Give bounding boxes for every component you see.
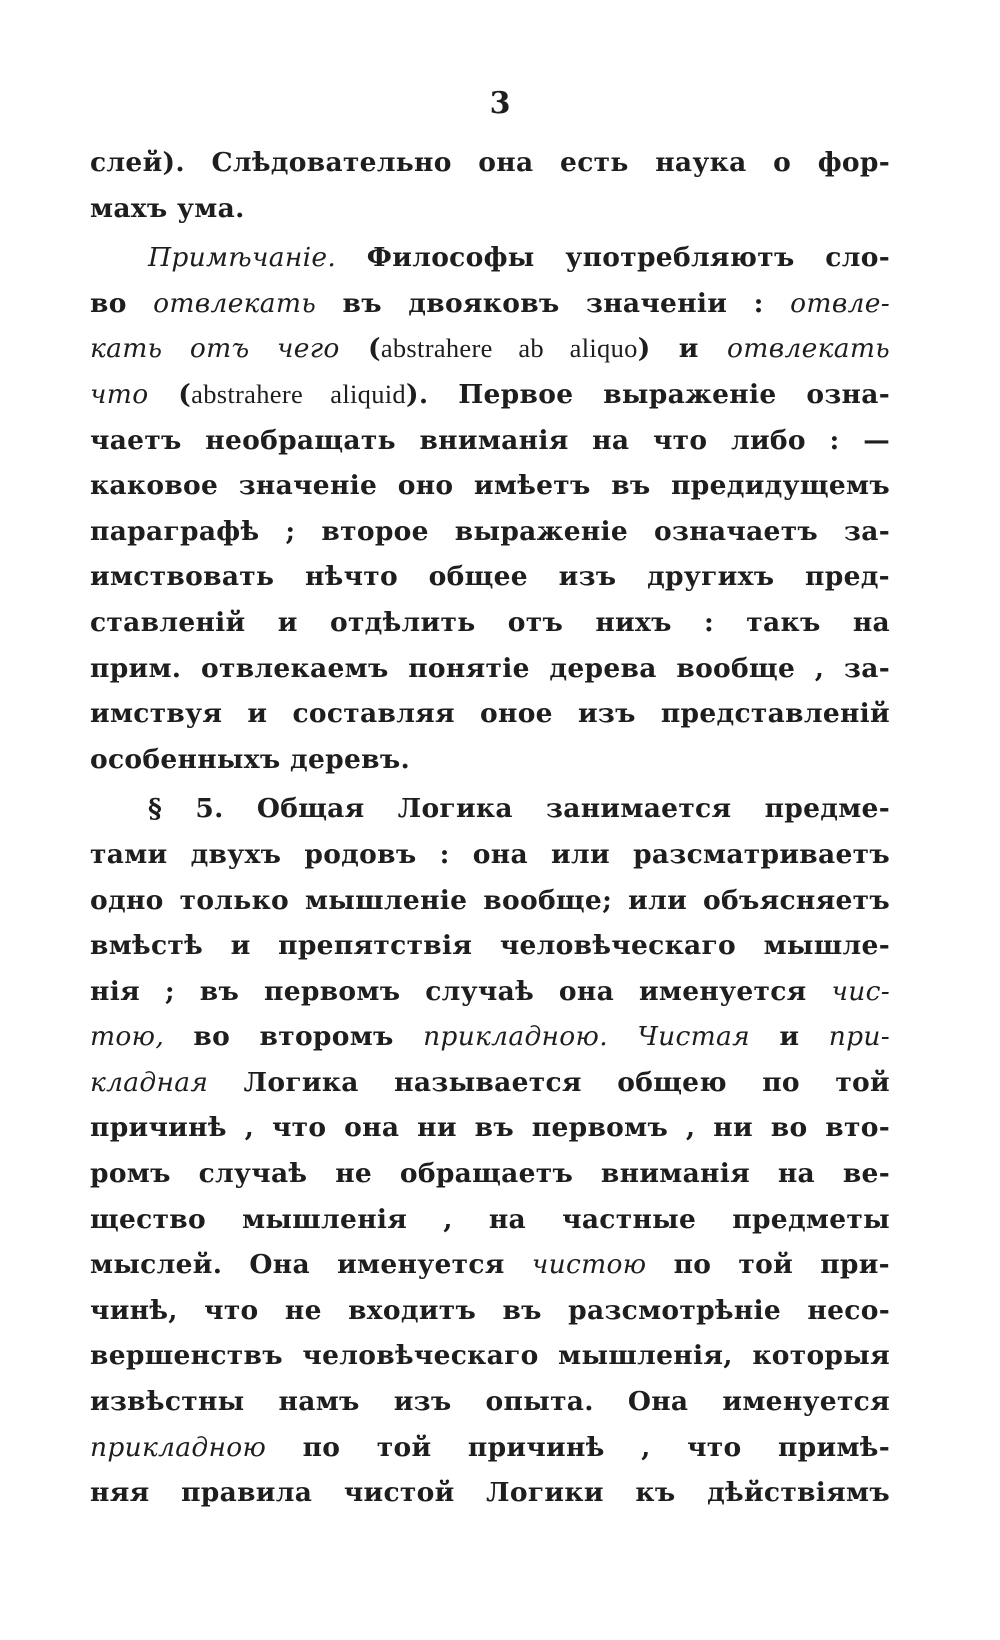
text-line (90, 832, 890, 878)
text-line (90, 786, 890, 832)
italic-text: Примѣчаніе. (148, 242, 337, 274)
text-segment: чаетъ необращать вниманія на что либо : — (90, 424, 890, 456)
text-segment: няя правила чистой Логики къ дѣйствіямъ (90, 1477, 890, 1509)
text-segment: прим. отвлекаемъ понятіе дерева вообще , за- (90, 652, 890, 684)
text-segment: ) и (637, 333, 728, 365)
text-line (90, 186, 890, 232)
text-segment: ромъ случаѣ не обращаетъ вниманія на ве- (90, 1158, 890, 1190)
text-segment: во второмъ (164, 1021, 424, 1053)
page-text (90, 140, 890, 1516)
text-line (90, 418, 890, 464)
text-segment: по той причинѣ , что примѣ- (266, 1431, 890, 1463)
text-segment: Логика называется общею по той (208, 1066, 890, 1098)
text-segment: вершенствъ человѣческаго мышленія, которыя (90, 1340, 890, 1372)
text-segment: во (90, 287, 154, 319)
italic-text: прикладною. (423, 1021, 608, 1053)
text-segment: каковое значеніе оно имѣетъ въ предидущемъ (90, 470, 890, 502)
text-segment: ). Первое выраженіе озна- (405, 378, 891, 410)
italic-text: чис- (831, 975, 890, 1007)
italic-text: чистою (531, 1249, 647, 1281)
text-segment: одно только мышленіе вообще; или объясняетъ (90, 884, 890, 916)
page-number: 3 (489, 86, 511, 121)
text-line (90, 1242, 890, 1288)
text-line (90, 326, 890, 372)
latin-text: abstrahere ab aliquo (380, 333, 638, 364)
italic-text: Чистая (637, 1021, 750, 1053)
text-line (90, 372, 890, 418)
text-line (90, 600, 890, 646)
text-segment: нія ; въ первомъ случаѣ она именуется (90, 975, 832, 1007)
text-segment: махъ ума. (90, 192, 245, 224)
italic-text: кладная (90, 1066, 209, 1098)
latin-text: abstrahere aliquid (191, 378, 406, 409)
text-segment: по той при- (646, 1249, 890, 1281)
text-segment: особенныхъ деревъ. (90, 743, 411, 775)
text-segment: ставленій и отдѣлить отъ нихъ : такъ на (90, 606, 890, 638)
text-line (90, 1333, 890, 1379)
text-segment (608, 1021, 637, 1052)
text-segment: причинѣ , что она ни въ первомъ , ни во вто- (90, 1112, 890, 1144)
text-segment: тами двухъ родовъ : она или разсматриваетъ (90, 838, 890, 870)
italic-text: тою, (90, 1021, 165, 1053)
text-line (90, 463, 890, 509)
text-line (90, 691, 890, 737)
text-segment: имствовать нѣчто общее изъ другихъ пред- (90, 561, 890, 593)
text-line (90, 509, 890, 555)
italic-text: прикладною (90, 1431, 267, 1463)
text-line (90, 1197, 890, 1243)
italic-text: кать отъ чего (90, 333, 340, 365)
text-line (90, 737, 890, 783)
text-line (90, 554, 890, 600)
text-line (90, 235, 890, 281)
text-line (90, 1470, 890, 1516)
text-segment: чинѣ, что не входитъ въ разсмотрѣніе несо- (90, 1294, 890, 1326)
text-line (90, 1425, 890, 1471)
italic-text: отвлекать (727, 333, 890, 365)
italic-text: при- (828, 1021, 890, 1053)
text-line (90, 1288, 890, 1334)
text-segment: ( (148, 378, 192, 410)
text-segment: слей). Слѣдовательно она есть наука о фор- (90, 147, 890, 178)
text-segment: и (749, 1021, 829, 1053)
text-line (90, 281, 890, 327)
italic-text: отвле- (790, 287, 890, 319)
text-line (90, 140, 890, 186)
text-line (90, 1379, 890, 1425)
text-line (90, 646, 890, 692)
text-line (90, 878, 890, 924)
text-segment: § 5. Общая Логика занимается предме- (148, 793, 890, 825)
text-segment: щество мышленія , на частные предметы (90, 1203, 890, 1235)
italic-text: отвлекать (153, 287, 317, 319)
text-segment: Философы употребляютъ сло- (336, 242, 890, 274)
text-line (90, 1105, 890, 1151)
text-segment: въ двояковъ значеніи : (316, 287, 791, 319)
text-segment: извѣстны намъ изъ опыта. Она именуется (90, 1386, 890, 1418)
italic-text: что (90, 378, 149, 410)
text-line (90, 1060, 890, 1106)
text-segment: мыслей. Она именуется (90, 1249, 532, 1281)
text-segment: параграфѣ ; второе выраженіе означаетъ за- (90, 515, 890, 547)
text-segment: вмѣстѣ и препятствія человѣческаго мышле- (90, 930, 890, 962)
text-line (90, 923, 890, 969)
text-segment: имствуя и составляя оное изъ представленій (90, 698, 890, 730)
text-line (90, 969, 890, 1015)
text-line (90, 1014, 890, 1060)
text-line (90, 1151, 890, 1197)
text-segment: ( (339, 333, 381, 365)
